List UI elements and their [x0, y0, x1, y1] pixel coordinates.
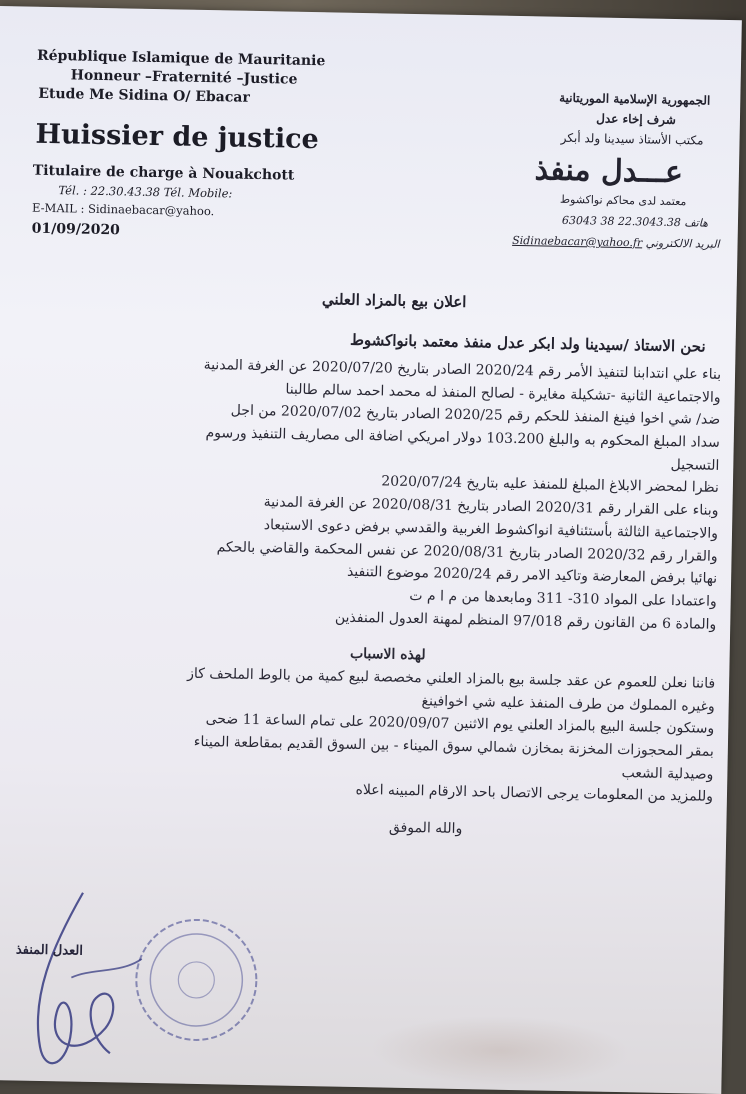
republic-line: République Islamique de Mauritanie: [36, 47, 326, 70]
header-fr-block: [36, 47, 325, 110]
office-line: Etude Me Sidina O/ Ebacar: [38, 85, 250, 106]
body-line: والاجتماعية الثالثة بأستئنافية انواكشوط الغربية والقدسي برفض دعوى الاستبعاد: [263, 516, 719, 542]
body-line: نظرا لمحضر الابلاغ المبلغ للمنفذ عليه بتاريخ 2020/07/24: [381, 473, 720, 497]
date-line: 01/09/2020: [31, 220, 121, 239]
body-line: سداد المبلغ المحكوم به والبلغ 103.200 دولار امريكي اضافة الى مصاريف التنفيذ ورسوم: [205, 425, 720, 451]
header-ar-accredited: معتمد لدى محاكم نواكشوط: [559, 192, 687, 209]
phone-line: Tél. : 22.30.43.38 Tél. Mobile:: [58, 183, 233, 201]
paper-stain: [369, 1013, 630, 1088]
body-line: وبناء على القرار رقم 2020/31 الصادر بتاريخ 2020/08/31 عن الغرفة المدنية: [263, 494, 719, 520]
body-line: بمقر المحجوزات المخزنة بمخازن شمالي سوق الميناء - بين السوق القديم بمقاطعة الميناء: [193, 733, 714, 760]
header-ar-email-label: البريد الالكتروني: [645, 236, 720, 251]
motto-line: Honneur –Fraternité –Justice: [70, 67, 298, 88]
body-line: ضد/ شي اخوا فينغ المنفذ للحكم رقم 2020/25 الصادر بتاريخ 2020/07/02 من اجل: [230, 402, 721, 429]
body-line: التسجيل: [670, 456, 720, 474]
body-line: واعتمادا على المواد 310- 311 ومابعدها من م ا م ت: [409, 587, 717, 610]
notice-intro: نحن الاستاذ /سيدينا ولد ابكر عدل منفذ معتمد بانواكشوط: [349, 330, 706, 356]
body-line: بناء علي انتدابنا لتنفيذ الأمر رقم 2020/24 الصادر بتاريخ 2020/07/20 عن الغرفة المدنية: [203, 356, 722, 383]
handwritten-signature-icon: [9, 886, 163, 1079]
body-line: نهائيا برفض المعارضة وتاكيد الامر رقم 2020/24 موضوع التنفيذ: [346, 563, 718, 588]
notice-body: [184, 354, 721, 846]
header-ar-email-line: [512, 234, 720, 251]
header-ar-office: مكتب الأستاذ سيدينا ولد أبكر: [560, 130, 704, 148]
body-line: وغيره المملوك من طرف المنفذ عليه شي اخوافينغ: [421, 692, 715, 715]
body-line: وللمزيد من المعلومات يرجى الاتصال باحد الارقام المبينه اعلاه: [355, 782, 714, 806]
body-line: فاننا نعلن للعموم عن عقد جلسة بيع بالمزاد العلني مخصصة لبيع كمية من بالوط الملحف كاز: [187, 665, 716, 692]
body-line: والمادة 6 من القانون رقم 97/018 المنظم لمهنة العدول المنفذين: [334, 609, 717, 633]
notice-title: اعلان بيع بالمزاد العلني: [321, 290, 467, 312]
header-ar-title: عـــدل منفذ: [534, 152, 684, 191]
document-page: [0, 6, 742, 1094]
header-ar-motto: شرف إخاء عدل: [596, 111, 677, 127]
header-ar-republic: الجمهورية الإسلامية الموريتانية: [559, 90, 711, 108]
signature-label: العدل المنفذ: [15, 942, 84, 959]
body-line: وستكون جلسة البيع بالمزاد العلني يوم الاثنين 2020/09/07 على تمام الساعة 11 ضحى: [205, 711, 715, 738]
body-line: والاجتماعية الثانية -تشكيلة مغايرة - لصالح المنفذ له محمد احمد سالم طالبنا: [285, 381, 721, 406]
reasons-heading: لهذه الاسباب: [349, 646, 426, 664]
header-ar-phones: 63043 38 22.3043.38 هاتف: [561, 213, 709, 230]
body-line: والقرار رقم 2020/32 الصادر بتاريخ 2020/08/31 عن نفس المحكمة والقاضي بالحكم: [216, 538, 718, 565]
document-title: Huissier de justice: [35, 118, 320, 156]
header-ar-email: Sidinaebacar@yahoo.fr: [512, 233, 643, 250]
body-line: وصيدلية الشعب: [621, 764, 714, 783]
titulaire-line: Titulaire de charge à Nouakchott: [32, 162, 295, 184]
email-line: E-MAIL : Sidinaebacar@yahoo.: [32, 200, 215, 219]
closing-line: والله الموفق: [388, 819, 463, 838]
